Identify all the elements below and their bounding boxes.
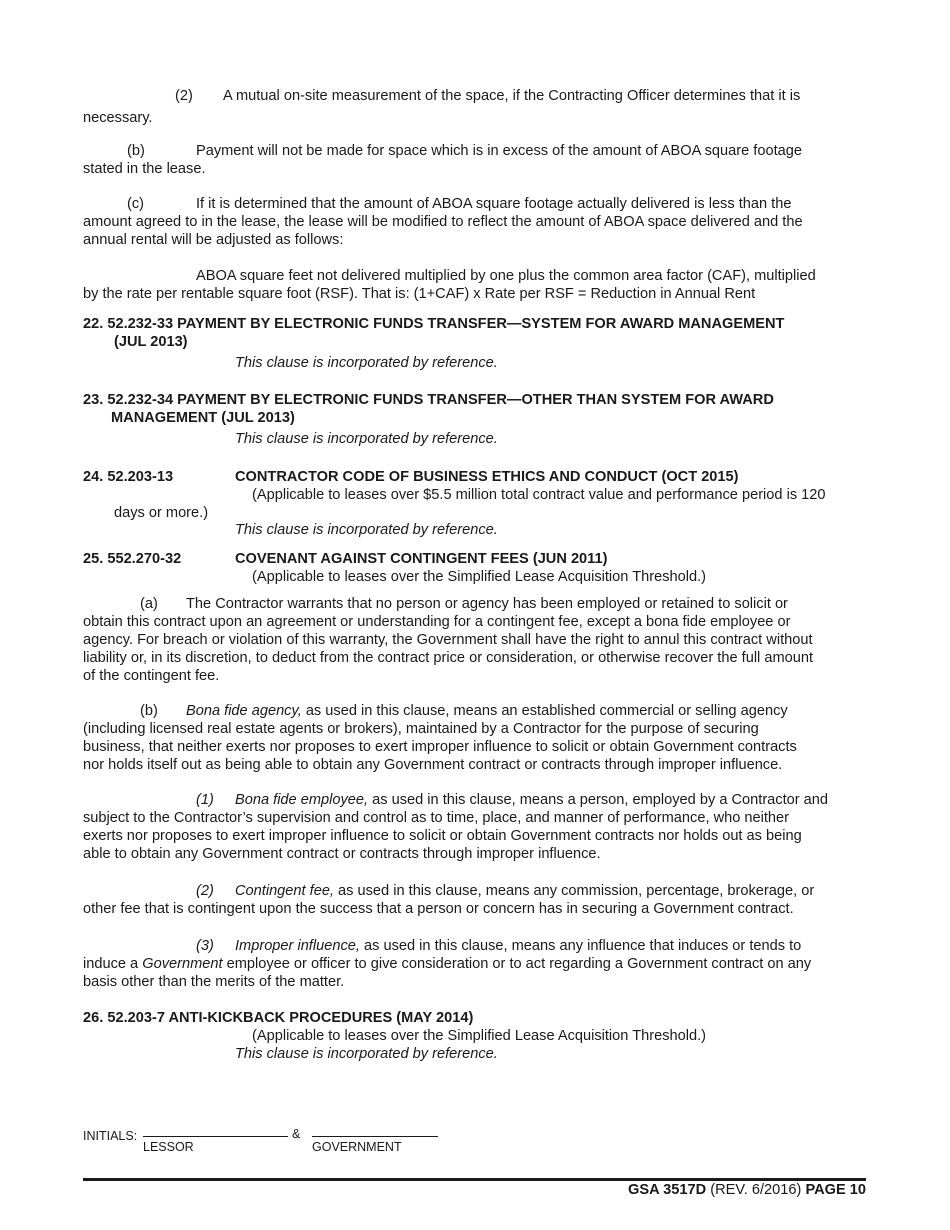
section-25-number: 25. 552.270-32 xyxy=(83,551,182,567)
term-contingent-fee: Contingent fee, xyxy=(235,883,334,899)
section-24-applicability: (Applicable to leases over $5.5 million total contract value and performance period is 120 xyxy=(252,487,826,503)
section-25-a-line3: agency. For breach or violation of this warranty, the Government shall have the right to annul this contract without xyxy=(83,632,813,648)
section-24-title: CONTRACTOR CODE OF BUSINESS ETHICS AND CONDUCT (OCT 2015) xyxy=(235,469,739,485)
section-25-n1-line4: able to obtain any Government contract or contracts through improper influence. xyxy=(83,846,601,862)
section-25-b-number: (b) xyxy=(140,703,158,719)
section-25-n2-line1: Contingent fee, as used in this clause, means any commission, percentage, brokerage, or xyxy=(235,883,815,899)
para-c-number: (c) xyxy=(127,196,145,212)
para-b-line1: Payment will not be made for space which is in excess of the amount of ABOA square footage xyxy=(196,143,802,159)
section-25-a-line1: The Contractor warrants that no person or agency has been employed or retained to solicit or xyxy=(186,596,788,612)
section-25-b-line4: nor holds itself out as being able to obtain any Government contract or contracts through improper influence. xyxy=(83,757,783,773)
item-2-number: (2) xyxy=(175,88,193,104)
section-25-n3-line2: induce a Government employee or officer to give consideration or to act regarding a Government contract on any xyxy=(83,956,812,972)
section-25-n2-line2: other fee that is contingent upon the success that a person or concern has in securing a Government contract. xyxy=(83,901,794,917)
section-25-n3-number: (3) xyxy=(196,938,214,954)
footer-form-id: GSA 3517D (REV. 6/2016) PAGE 10 xyxy=(628,1182,866,1198)
section-22-date: (JUL 2013) xyxy=(114,334,188,350)
section-25-title: COVENANT AGAINST CONTINGENT FEES (JUN 2011) xyxy=(235,551,608,567)
section-25-n3-line1: Improper influence, as used in this clause, means any influence that induces or tends to xyxy=(235,938,802,954)
formula-line1: ABOA square feet not delivered multiplied by one plus the common area factor (CAF), multiplied xyxy=(196,268,816,284)
section-22-heading: 22. 52.232-33 PAYMENT BY ELECTRONIC FUNDS TRANSFER—SYSTEM FOR AWARD MANAGEMENT xyxy=(83,316,785,332)
section-25-a-number: (a) xyxy=(140,596,158,612)
section-25-b-line3: business, that neither exerts nor proposes to exert improper influence to solicit or obtain Government contracts xyxy=(83,739,797,755)
item-2-text: A mutual on-site measurement of the space, if the Contracting Officer determines that it is xyxy=(223,88,801,104)
lessor-initials-line[interactable] xyxy=(143,1136,288,1137)
section-25-n1-number: (1) xyxy=(196,792,214,808)
section-25-n2-number: (2) xyxy=(196,883,214,899)
para-c-line1: If it is determined that the amount of ABOA square footage actually delivered is less than the xyxy=(196,196,792,212)
section-23-heading: 23. 52.232-34 PAYMENT BY ELECTRONIC FUNDS TRANSFER—OTHER THAN SYSTEM FOR AWARD xyxy=(83,392,774,408)
section-24-reference: This clause is incorporated by reference. xyxy=(235,522,498,538)
section-25-n3-line3: basis other than the merits of the matter. xyxy=(83,974,345,990)
term-bona-fide-employee: Bona fide employee, xyxy=(235,792,369,808)
para-c-line2: amount agreed to in the lease, the lease will be modified to reflect the amount of ABOA space delivered and the xyxy=(83,214,803,230)
section-24-number: 24. 52.203-13 xyxy=(83,469,174,485)
section-22-reference: This clause is incorporated by reference. xyxy=(235,355,498,371)
section-25-a-line2: obtain this contract upon an agreement or understanding for a contingent fee, except a bona fide employee or xyxy=(83,614,791,630)
section-25-applicability: (Applicable to leases over the Simplified Lease Acquisition Threshold.) xyxy=(252,569,707,585)
para-b-number: (b) xyxy=(127,143,145,159)
section-24-applicability-cont: days or more.) xyxy=(114,505,209,521)
section-25-b-line1: Bona fide agency, as used in this clause, means an established commercial or selling agency xyxy=(186,703,788,719)
section-25-n1-line2: subject to the Contractor’s supervision and control as to time, place, and manner of performance, who neither xyxy=(83,810,790,826)
initials-label: INITIALS: xyxy=(83,1129,138,1143)
section-25-a-line5: of the contingent fee. xyxy=(83,668,220,684)
para-b-line2: stated in the lease. xyxy=(83,161,206,177)
page-number: PAGE 10 xyxy=(805,1182,866,1198)
initials-ampersand: & xyxy=(292,1127,301,1141)
item-2-continuation: necessary. xyxy=(83,110,153,126)
section-26-applicability: (Applicable to leases over the Simplified Lease Acquisition Threshold.) xyxy=(252,1028,707,1044)
government-label: GOVERNMENT xyxy=(312,1140,402,1154)
term-bona-fide-agency: Bona fide agency, xyxy=(186,703,302,719)
government-initials-line[interactable] xyxy=(312,1136,438,1137)
para-c-line3: annual rental will be adjusted as follows: xyxy=(83,232,344,248)
lessor-label: LESSOR xyxy=(143,1140,194,1154)
section-23-heading-cont: MANAGEMENT (JUL 2013) xyxy=(111,410,295,426)
section-26-reference: This clause is incorporated by reference. xyxy=(235,1046,498,1062)
section-23-reference: This clause is incorporated by reference. xyxy=(235,431,498,447)
section-25-n1-line1: Bona fide employee, as used in this clause, means a person, employed by a Contractor and xyxy=(235,792,829,808)
section-25-a-line4: liability or, in its discretion, to deduct from the contract price or consideration, or otherwise recover the full amount xyxy=(83,650,814,666)
term-improper-influence: Improper influence, xyxy=(235,938,360,954)
section-26-heading: 26. 52.203-7 ANTI-KICKBACK PROCEDURES (MAY 2014) xyxy=(83,1010,474,1026)
section-25-n1-line3: exerts nor proposes to exert improper influence to solicit or obtain Government contracts nor holds out as being xyxy=(83,828,802,844)
section-25-b-line2: (including licensed real estate agents or brokers), maintained by a Contractor for the purpose of securing xyxy=(83,721,759,737)
formula-line2: by the rate per rentable square foot (RSF). That is: (1+CAF) x Rate per RSF = Reduction in Annual Rent xyxy=(83,286,756,302)
